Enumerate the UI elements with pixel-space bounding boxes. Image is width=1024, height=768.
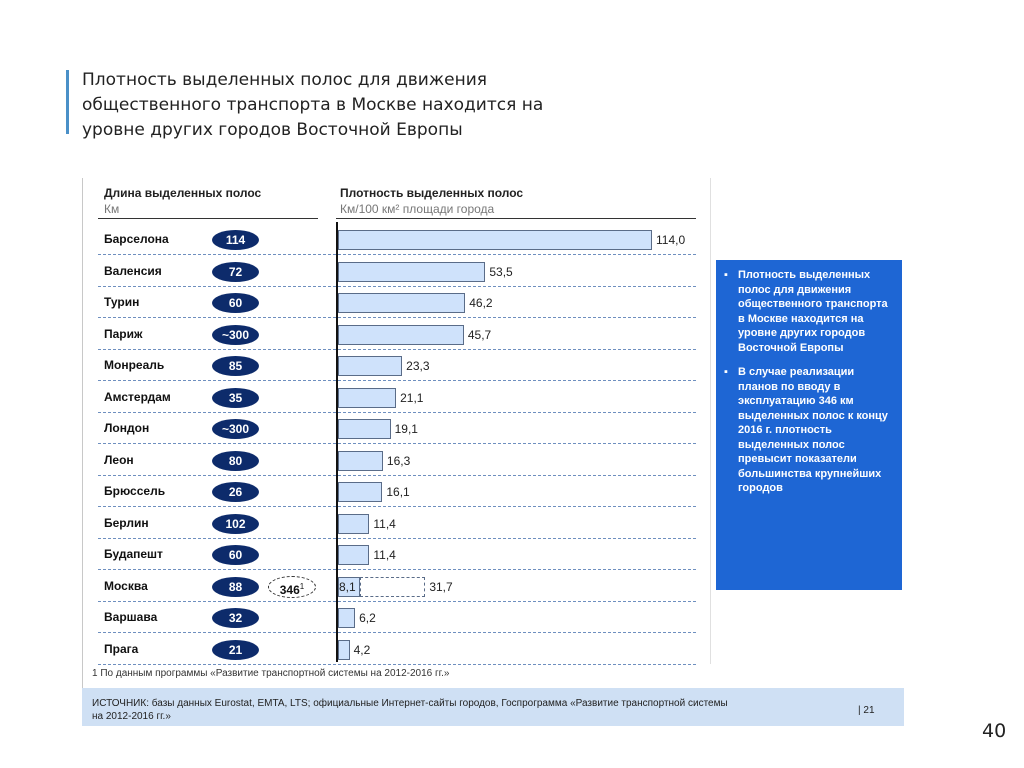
lane-length-badge: ~300 — [212, 419, 259, 439]
slide-title: Плотность выделенных полос для движения общественного транспорта в Москве находится на уровне других городов Восточной Европы — [82, 70, 544, 140]
inner-page-marker: | 21 — [858, 705, 875, 716]
density-label: 16,1 — [386, 485, 410, 499]
city-label: Турин — [104, 295, 140, 309]
density-bar — [338, 419, 391, 439]
planned-length-badge — [268, 576, 316, 598]
left-column-unit: Км — [104, 202, 120, 216]
lane-length-badge: 60 — [212, 293, 259, 313]
density-bar — [338, 356, 402, 376]
city-label: Валенсия — [104, 263, 162, 278]
city-label: Леон — [104, 452, 134, 467]
lane-length-badge: 21 — [212, 640, 259, 660]
planned-density-label: 31,7 — [429, 579, 453, 594]
lane-length-badge: 85 — [212, 356, 259, 376]
density-label: 6,2 — [359, 611, 376, 625]
lane-length-badge: ~300 — [212, 325, 259, 345]
density-bar — [338, 514, 369, 534]
density-label: 45,7 — [467, 327, 492, 342]
row-separator — [98, 254, 696, 255]
summary-point-1 — [724, 268, 892, 355]
city-label: Брюссель — [104, 484, 166, 498]
summary-point-2 — [724, 365, 892, 496]
row-separator — [98, 506, 696, 507]
summary-panel — [716, 260, 902, 590]
planned-density-bar — [360, 577, 425, 597]
density-label: 114,0 — [656, 233, 686, 247]
city-label: Прага — [104, 641, 139, 656]
city-label: Монреаль — [104, 358, 165, 372]
lane-length-badge: 80 — [212, 451, 259, 471]
city-label: Барселона — [104, 232, 169, 246]
lane-length-badge: 60 — [212, 545, 259, 565]
summary-text-1: Плотность выделенных полос для движения общественного транспорта в Москве находится на уровне других городов Восточной Европы — [738, 269, 888, 354]
density-label: 4,2 — [353, 642, 371, 657]
city-label: Амстердам — [104, 389, 171, 404]
city-label: Будапешт — [104, 547, 163, 561]
density-label: 11,4 — [373, 516, 396, 531]
planned-length-value: 346 — [279, 582, 300, 597]
left-column-header: Длина выделенных полос — [104, 186, 262, 200]
density-label: 21,1 — [400, 390, 424, 405]
density-bar — [338, 640, 350, 660]
chart-figure — [82, 178, 910, 726]
footnote: 1 По данным программы «Развитие транспортной системы на 2012-2016 гг.» — [92, 668, 450, 679]
right-column-unit: Км/100 км² площади города — [340, 202, 495, 216]
footnote-mark: 1 — [299, 581, 305, 591]
lane-length-badge: 102 — [212, 514, 259, 534]
row-separator — [98, 601, 696, 602]
bullet-icon: ▪ — [724, 269, 728, 281]
bullet-icon: ▪ — [724, 366, 728, 378]
row-separator — [98, 317, 696, 318]
lane-length-badge: 72 — [212, 262, 259, 282]
density-label: 23,3 — [406, 359, 430, 373]
density-bar — [338, 482, 382, 502]
figure-divider — [710, 178, 711, 664]
lane-length-badge: 88 — [212, 577, 259, 597]
density-label: 8,1 — [339, 579, 356, 594]
density-bar — [338, 608, 355, 628]
density-label: 16,3 — [386, 453, 411, 468]
right-header-rule — [336, 218, 696, 219]
density-label: 53,5 — [489, 264, 513, 279]
row-separator — [98, 443, 696, 444]
row-separator — [98, 412, 696, 413]
row-separator — [98, 475, 696, 476]
summary-text-2: В случае реализации планов по вводу в эксплуатацию 346 км выделенных полос к концу 2016 г. плотность выделенных полос превысит показатели большинства крупнейших городов — [738, 366, 888, 494]
row-separator — [98, 538, 696, 539]
density-bar — [338, 388, 396, 408]
density-label: 19,1 — [394, 422, 418, 436]
lane-length-badge: 114 — [212, 230, 259, 250]
lane-length-badge: 35 — [212, 388, 259, 408]
density-bar — [338, 325, 464, 345]
row-separator — [98, 349, 696, 350]
city-label: Париж — [104, 326, 143, 341]
row-separator — [98, 664, 696, 665]
density-label: 11,4 — [373, 548, 396, 562]
row-separator — [98, 286, 696, 287]
row-separator — [98, 380, 696, 381]
density-bar — [338, 451, 383, 471]
row-separator — [98, 569, 696, 570]
city-label: Варшава — [104, 610, 158, 624]
density-bar — [338, 293, 465, 313]
density-bar — [338, 262, 485, 282]
row-separator — [98, 632, 696, 633]
lane-length-badge: 32 — [212, 608, 259, 628]
page-number: 40 — [982, 720, 1007, 742]
density-bar — [338, 545, 369, 565]
density-label: 46,2 — [469, 296, 493, 310]
source-text: ИСТОЧНИК: базы данных Eurostat, EMTA, LTS; официальные Интернет-сайты городов, Госпрограмма «Развитие транспортной системы на 2012-2016 гг.» — [92, 698, 728, 722]
title-accent-bar — [66, 70, 69, 134]
left-header-rule — [98, 218, 318, 219]
right-column-header: Плотность выделенных полос — [340, 186, 524, 200]
city-label: Берлин — [104, 515, 149, 530]
lane-length-badge: 26 — [212, 482, 259, 502]
density-bar — [338, 230, 652, 250]
figure-left-border — [82, 178, 83, 688]
city-label: Москва — [104, 578, 148, 593]
city-label: Лондон — [104, 421, 150, 435]
